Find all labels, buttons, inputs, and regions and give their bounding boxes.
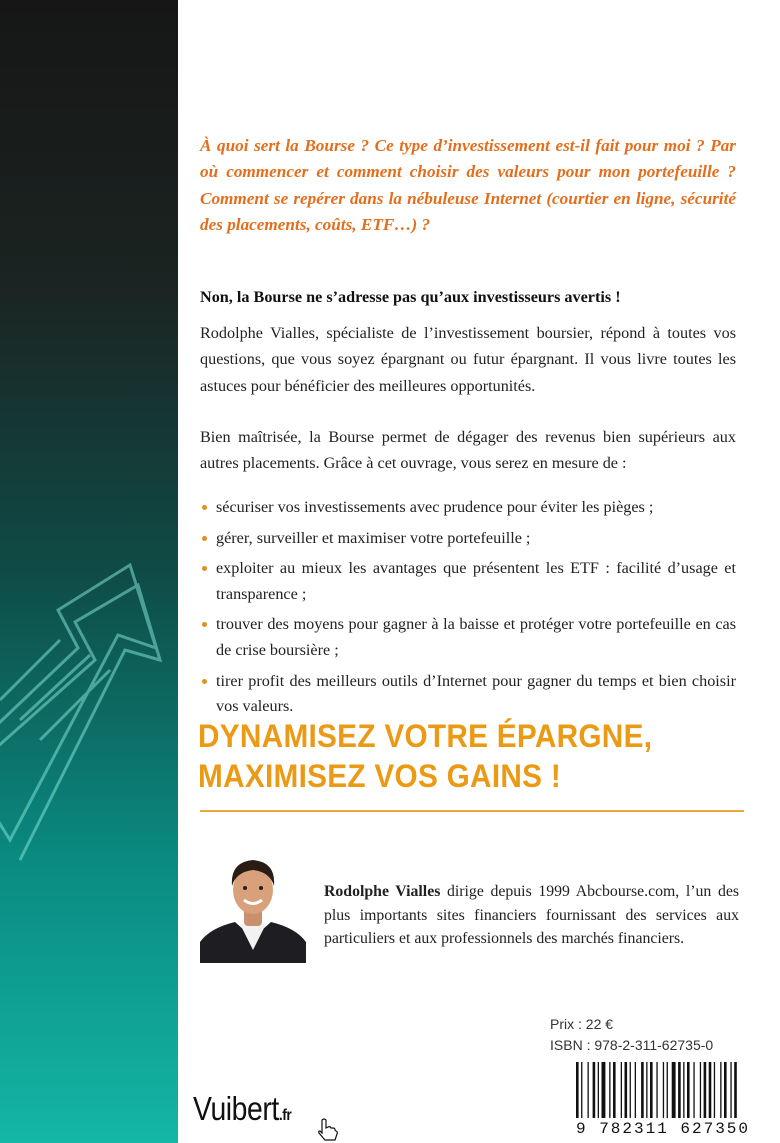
barcode-bar: [734, 1062, 737, 1118]
publisher-logo[interactable]: [193, 1090, 291, 1128]
bullet-icon: [202, 505, 207, 510]
barcode-digits: 9 782311 627350: [575, 1120, 751, 1138]
decorative-sidebar: [0, 0, 178, 1143]
barcode-bar: [720, 1062, 721, 1118]
barcode-bar: [704, 1062, 707, 1118]
list-item-text: sécuriser vos investissements avec prudence pour éviter les pièges ;: [216, 498, 654, 516]
arrow-graphic-icon: [0, 0, 178, 1143]
barcode-bar: [650, 1062, 653, 1118]
list-item: [200, 612, 736, 663]
barcode-bar: [687, 1062, 690, 1118]
headline-line-2: MAXIMISEZ VOS GAINS !: [198, 758, 562, 794]
bullet-icon: [202, 622, 207, 627]
bullet-icon: [202, 536, 207, 541]
barcode-bar: [593, 1062, 596, 1118]
barcode-bar: [724, 1062, 727, 1118]
lead-statement: Non, la Bourse ne s’adresse pas qu’aux investisseurs avertis !: [200, 288, 621, 306]
barcode-bar: [576, 1062, 579, 1118]
barcode-bar: [621, 1062, 622, 1118]
author-portrait-icon: [200, 850, 306, 963]
description-paragraph-1: Rodolphe Vialles, spécialiste de l’investissement boursier, répond à toutes vos questions, que vous soyez épargnant ou futur épargnant. Il vous livre toutes les astuces pour bénéficier des meilleures opportunités.: [200, 324, 736, 395]
barcode: [570, 1060, 756, 1143]
barcode-bar: [641, 1062, 644, 1118]
list-item: [200, 669, 736, 720]
isbn-label: ISBN : 978-2-311-62735-0: [550, 1037, 714, 1053]
author-bio: [324, 880, 739, 951]
bullet-icon: [202, 566, 207, 571]
intro-questions: À quoi sert la Bourse ? Ce type d’investissement est-il fait pour moi ? Par où commencer et comment choisir des valeurs pour mon portefeuille ? Comment se repérer dans la nébuleuse Internet (courtier en ligne, sécurité des placements, coûts, ETF…) ?: [200, 136, 736, 235]
barcode-bar: [693, 1062, 694, 1118]
barcode-bar: [714, 1062, 715, 1118]
barcode-bar: [678, 1062, 681, 1118]
price-label: Prix : 22 €: [550, 1016, 614, 1032]
barcode-bar: [588, 1062, 589, 1118]
barcode-bar: [700, 1062, 701, 1118]
list-item-text: exploiter au mieux les avantages que présentent les ETF : facilité d’usage et transparence ;: [216, 559, 736, 603]
list-item: [200, 495, 736, 521]
barcode-bar: [683, 1062, 684, 1118]
author-photo: [200, 850, 306, 963]
barcode-bar: [709, 1062, 712, 1118]
list-item-text: gérer, surveiller et maximiser votre portefeuille ;: [216, 528, 531, 547]
list-item-text: tirer profit des meilleurs outils d’Internet pour gagner du temps et bien choisir vos valeurs.: [216, 671, 736, 716]
headline: [198, 716, 719, 796]
barcode-bar: [598, 1062, 599, 1118]
main-content: [178, 0, 780, 1143]
barcode-bar: [663, 1062, 664, 1118]
list-item-text: trouver des moyens pour gagner à la baisse et protéger votre portefeuille en cas de crise boursière ;: [216, 615, 736, 659]
headline-line-1: DYNAMISEZ VOTRE ÉPARGNE,: [198, 718, 653, 754]
barcode-bar: [635, 1062, 636, 1118]
description-paragraph-2: Bien maîtrisée, la Bourse permet de dégager des revenus bien supérieurs aux autres placements. Grâce à cet ouvrage, vous serez en mesure de :: [200, 428, 736, 473]
barcode-bar: [609, 1062, 610, 1118]
barcode-bar: [667, 1062, 668, 1118]
barcode-bar: [646, 1062, 647, 1118]
author-bio-text: dirige depuis 1999 Abcbourse.com, l’un des plus importants sites financiers fournissant des services aux particuliers et aux professionnels des marchés financiers.: [324, 883, 739, 948]
barcode-bar: [581, 1062, 582, 1118]
barcode-bar: [602, 1062, 606, 1118]
barcode-bar: [630, 1062, 631, 1118]
barcode-bar: [730, 1062, 731, 1118]
barcode-bar: [625, 1062, 628, 1118]
list-item: [200, 526, 736, 552]
barcode-bar: [672, 1062, 676, 1118]
author-name: Rodolphe Vialles: [324, 883, 441, 900]
barcode-bar: [613, 1062, 616, 1118]
publisher-suffix: .fr: [278, 1107, 292, 1124]
barcode-bar: [656, 1062, 657, 1118]
barcode-bars-icon: [570, 1060, 756, 1120]
publisher-name: Vuibert: [193, 1090, 279, 1127]
divider: [200, 810, 744, 812]
hand-cursor-icon: [316, 1118, 338, 1142]
list-item: [200, 556, 736, 607]
benefits-list: [200, 495, 736, 720]
bullet-icon: [202, 679, 207, 684]
